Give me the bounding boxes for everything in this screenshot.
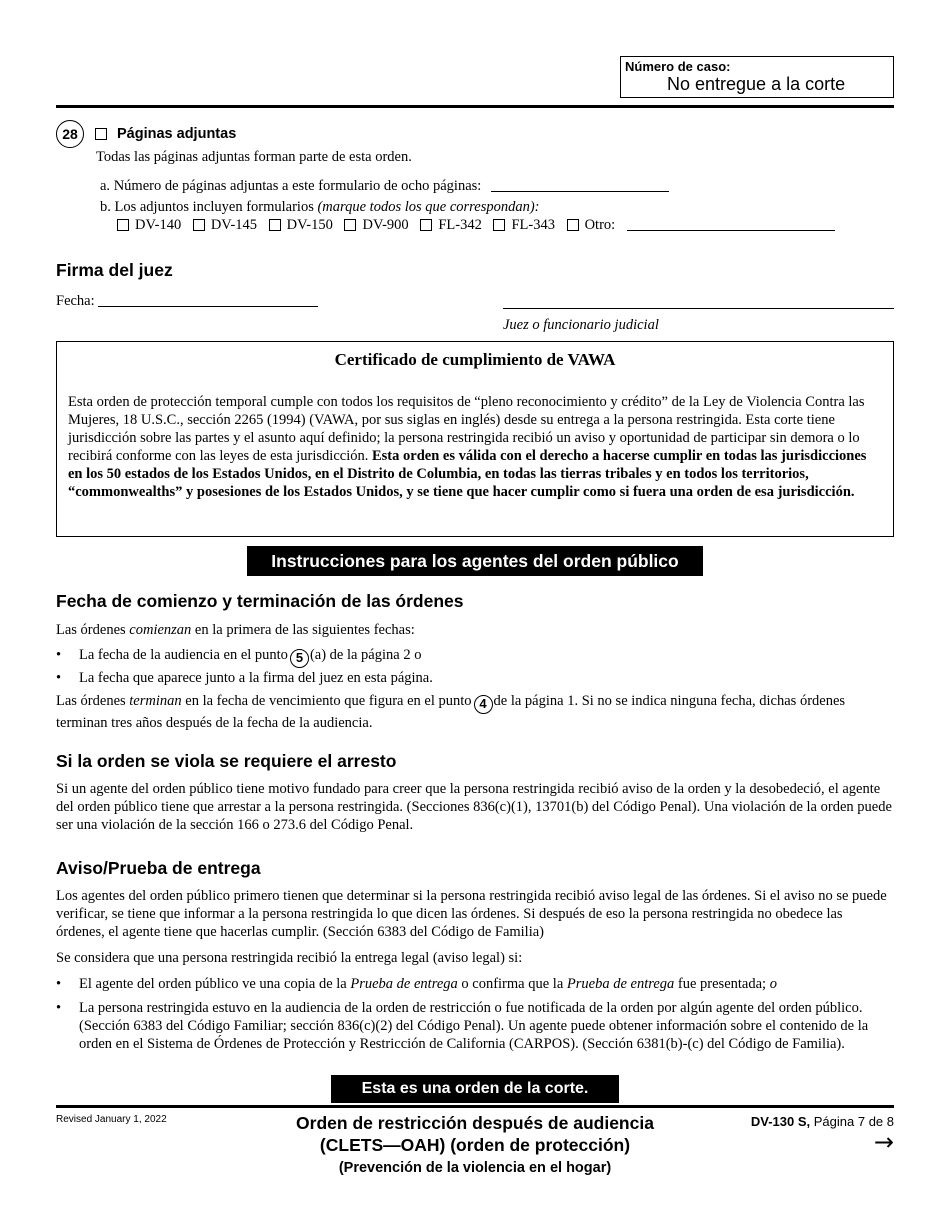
judge-date-label: Fecha: bbox=[56, 293, 95, 309]
form-fl342-checkbox[interactable] bbox=[420, 219, 432, 231]
vawa-certificate-box bbox=[56, 341, 894, 537]
form-dv150-checkbox[interactable] bbox=[269, 219, 281, 231]
item28-b-text: Los adjuntos incluyen formularios bbox=[114, 199, 314, 215]
page-info-row bbox=[751, 1114, 894, 1129]
bullet-glyph: • bbox=[56, 976, 62, 992]
item28-b-note: (marque todos los que correspondan): bbox=[317, 199, 540, 215]
bullet-glyph: • bbox=[56, 670, 62, 686]
form-fl343-checkbox[interactable] bbox=[493, 219, 505, 231]
form-option-fl342[interactable]: FL-342 bbox=[420, 217, 482, 233]
attached-pages-checkbox[interactable] bbox=[95, 128, 107, 140]
form-other-checkbox[interactable] bbox=[567, 219, 579, 231]
page-info: Página 7 de 8 bbox=[813, 1114, 894, 1129]
item28-a-marker: a. bbox=[100, 178, 111, 194]
arrest-heading: Si la orden se viola se requiere el arresto bbox=[56, 751, 397, 771]
instructions-banner: Instrucciones para los agentes del orden público bbox=[247, 546, 703, 576]
other-form-field[interactable] bbox=[627, 230, 835, 231]
item28-b-marker: b. bbox=[100, 199, 111, 215]
bullet-glyph: • bbox=[56, 1000, 62, 1016]
judge-date-row bbox=[56, 292, 318, 310]
item28-a-row bbox=[100, 177, 669, 195]
form-title bbox=[245, 1112, 705, 1178]
notice-text: Los agentes del orden público primero tienen que determinar si la persona restringida recibió aviso legal de las órdenes. Si el aviso no se puede verificar, se tiene que informar a la persona restringida lo que dicen las órdenes. Si después de eso la persona restringida no obedece las órdenes, el agente tiene que hacerlas cumplir. (Sección 6383 del Código de Familia) bbox=[56, 888, 887, 940]
form-id: DV-130 S, bbox=[750, 1114, 811, 1129]
item-ref-4: 4 bbox=[474, 695, 493, 714]
form-option-dv900[interactable]: DV-900 bbox=[344, 217, 408, 233]
form-option-fl343[interactable]: FL-343 bbox=[493, 217, 555, 233]
form-dv145-checkbox[interactable] bbox=[193, 219, 205, 231]
revised-date: Revised January 1, 2022 bbox=[56, 1114, 167, 1125]
next-page-arrow-icon: → bbox=[873, 1128, 894, 1156]
bullet-glyph: • bbox=[56, 647, 62, 663]
court-order-banner: Esta es una orden de la corte. bbox=[331, 1075, 619, 1103]
judge-signature-heading: Firma del juez bbox=[56, 260, 173, 280]
footer-rule bbox=[56, 1105, 894, 1108]
judge-signature-caption: Juez o funcionario judicial bbox=[503, 317, 659, 333]
judge-signature-line[interactable] bbox=[503, 308, 894, 309]
notice-bullet-2: • La persona restringida estuvo en la audiencia de la orden de restricción o fue notificada de la orden por algún agente del orden público. (Sección 6383 del Código Familiar; sección 836(c)(2) del Código Penal). Un agente puede obtener información sobre el contenido de la orden en el Sistema de Órdenes de Protección y Restricción de California (CARPOS). (Sección 6381(b)-(c) del Código de Familia). bbox=[56, 1000, 869, 1052]
form-option-dv140[interactable]: DV-140 bbox=[117, 217, 181, 233]
item28-b-row bbox=[100, 198, 540, 216]
case-number-value: No entregue a la corte bbox=[667, 74, 846, 94]
item-ref-5: 5 bbox=[290, 649, 309, 668]
attached-pages-title: Páginas adjuntas bbox=[117, 126, 237, 142]
form-option-dv145[interactable]: DV-145 bbox=[193, 217, 257, 233]
form-dv900-checkbox[interactable] bbox=[344, 219, 356, 231]
form-dv140-checkbox[interactable] bbox=[117, 219, 129, 231]
notice-considered: Se considera que una persona restringida recibió la entrega legal (aviso legal) si: bbox=[56, 950, 523, 966]
item-number-28: 28 bbox=[56, 120, 84, 148]
case-number-label: Número de caso: bbox=[625, 59, 731, 74]
form-option-other[interactable]: Otro: bbox=[567, 217, 616, 233]
attached-pages-count-field[interactable] bbox=[491, 191, 669, 192]
header-rule bbox=[56, 105, 894, 108]
form-subtitle: (Prevención de la violencia en el hogar) bbox=[338, 1160, 612, 1176]
vawa-title: Certificado de cumplimiento de VAWA bbox=[334, 350, 616, 369]
form-option-dv150[interactable]: DV-150 bbox=[269, 217, 333, 233]
attached-pages-intro: Todas las páginas adjuntas forman parte de esta orden. bbox=[96, 149, 412, 165]
case-number-box bbox=[620, 56, 894, 98]
forms-checkbox-row bbox=[117, 216, 835, 234]
judge-date-field[interactable] bbox=[98, 306, 318, 307]
vawa-text-regular: Esta orden de protección temporal cumple con todos los requisitos de “pleno reconocimiento y crédito” de la Ley de Violencia Contra las Mujeres, 18 U.S.C., sección 2265 (1994) (VAWA, por sus siglas en inglés) desde su entrega a la persona restringida. Esta corte tiene jurisdicción sobre las partes y el asunto aquí definido; la persona restringida recibió un aviso y oportunidad de participar sin demora o lo recibirá conforme con las leyes de esta jurisdicción. bbox=[68, 394, 865, 464]
vawa-text bbox=[68, 393, 883, 501]
form-title-line1: Orden de restricción después de audiencia bbox=[296, 1113, 654, 1133]
vawa-text-bold: Esta orden es válida con el derecho a hacerse cumplir en todas las jurisdicciones en los 50 estados de los Estados Unidos, en el Distrito de Columbia, en todas las tierras tribales y en todos los territorios, “commonwealths” y posesiones de los Estados Unidos, y se tiene que hacer cumplir como si fuera una orden de esa jurisdicción. bbox=[68, 448, 867, 500]
attached-pages-row bbox=[95, 126, 236, 142]
notice-heading: Aviso/Prueba de entrega bbox=[56, 858, 261, 878]
arrest-text: Si un agente del orden público tiene motivo fundado para creer que la persona restringida recibió aviso de la orden y la desobedeció, el agente del orden público tiene que arrestar a la persona restringida. (Secciones 836(c)(1), 13701(b) del Código Penal). Una violación de la orden puede ser una violación de la sección 166 o 273.6 del Código Penal. bbox=[56, 781, 892, 833]
item28-a-text: Número de páginas adjuntas a este formulario de ocho páginas: bbox=[113, 178, 482, 194]
dates-end-text: Las órdenes terminan en la fecha de vencimiento que figura en el punto 4 de la página 1. Si no se indica ninguna fecha, dichas órdenes terminan tres años después de la fecha de la audiencia. bbox=[56, 693, 846, 731]
dates-intro: Las órdenes comienzan en la primera de las siguientes fechas: bbox=[56, 622, 415, 638]
form-title-line2: (CLETS—OAH) (orden de protección) bbox=[319, 1135, 631, 1155]
dates-heading: Fecha de comienzo y terminación de las órdenes bbox=[56, 591, 464, 611]
